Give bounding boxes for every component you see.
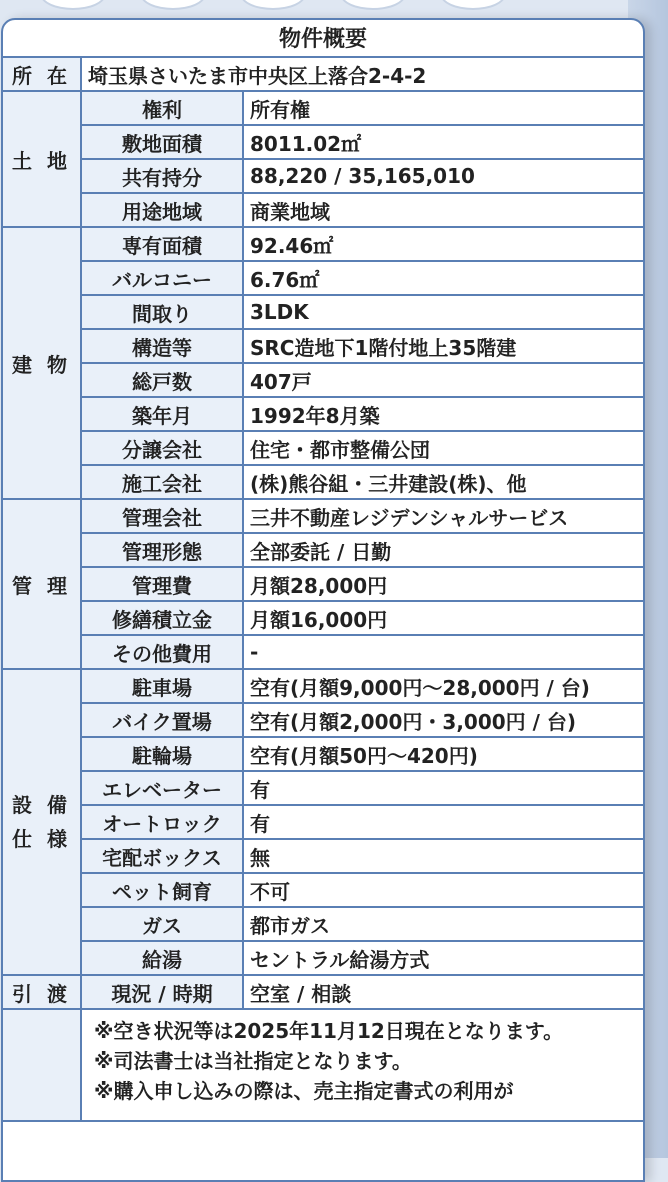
row-label: 宅配ボックス: [81, 839, 243, 873]
row-label: 修繕積立金: [81, 601, 243, 635]
facilities-category: [3, 669, 81, 975]
table-row: [3, 907, 643, 941]
location-value: 埼玉県さいたま市中央区上落合2-4-2: [81, 58, 643, 91]
decorative-circle: [340, 0, 406, 10]
row-label: エレベーター: [81, 771, 243, 805]
table-row: [3, 635, 643, 669]
note-line: ※司法書士は当社指定となります。: [94, 1049, 412, 1073]
row-value: (株)熊谷組・三井建設(株)、他: [243, 465, 643, 499]
row-label: 専有面積: [81, 227, 243, 261]
decorative-circle: [240, 0, 306, 10]
row-label: 給湯: [81, 941, 243, 975]
facilities-category-line1: 設 備: [12, 793, 71, 817]
table-row: [3, 975, 643, 1009]
table-row: [3, 465, 643, 499]
table-row: [3, 669, 643, 703]
note-line: ※購入申し込みの際は、売主指定書式の利用が: [94, 1079, 514, 1103]
building-category: 建 物: [3, 227, 81, 499]
table-row: [3, 329, 643, 363]
row-value: 空有(月額2,000円・3,000円 / 台): [243, 703, 643, 737]
note-line: ※空き状況等は2025年11月12日現在となります。: [94, 1019, 564, 1043]
row-label: 駐輪場: [81, 737, 243, 771]
row-label: 築年月: [81, 397, 243, 431]
table-row: [3, 58, 643, 91]
row-label: オートロック: [81, 805, 243, 839]
row-value: 空有(月額9,000円〜28,000円 / 台): [243, 669, 643, 703]
table-row: [3, 771, 643, 805]
row-label: バイク置場: [81, 703, 243, 737]
row-value: 無: [243, 839, 643, 873]
table-row: [3, 873, 643, 907]
table-row: [3, 703, 643, 737]
row-value: 空室 / 相談: [243, 975, 643, 1009]
row-label: 管理費: [81, 567, 243, 601]
table-row: [3, 397, 643, 431]
row-label: 現況 / 時期: [81, 975, 243, 1009]
table-row: [3, 567, 643, 601]
row-value: 三井不動産レジデンシャルサービス: [243, 499, 643, 533]
row-value: -: [243, 635, 643, 669]
row-label: 管理会社: [81, 499, 243, 533]
row-label: 共有持分: [81, 159, 243, 193]
row-value: 全部委託 / 日勤: [243, 533, 643, 567]
notes-category: [3, 1009, 81, 1121]
land-category: 土 地: [3, 91, 81, 227]
row-label: ガス: [81, 907, 243, 941]
row-label: 敷地面積: [81, 125, 243, 159]
row-value: 不可: [243, 873, 643, 907]
row-label: 分譲会社: [81, 431, 243, 465]
row-value: 住宅・都市整備公団: [243, 431, 643, 465]
row-label: その他費用: [81, 635, 243, 669]
table-row: [3, 193, 643, 227]
row-label: 駐車場: [81, 669, 243, 703]
table-row: [3, 261, 643, 295]
row-label: 用途地域: [81, 193, 243, 227]
table-row: [3, 805, 643, 839]
row-value: 6.76㎡: [243, 261, 643, 295]
table-row: [3, 839, 643, 873]
table-row: [3, 431, 643, 465]
row-value: 都市ガス: [243, 907, 643, 941]
row-value: 有: [243, 771, 643, 805]
row-label: ペット飼育: [81, 873, 243, 907]
table-row: [3, 227, 643, 261]
property-summary-card: [1, 18, 645, 1182]
row-value: 空有(月額50円〜420円): [243, 737, 643, 771]
row-value: 商業地域: [243, 193, 643, 227]
row-value: 8011.02㎡: [243, 125, 643, 159]
page-title: 物件概要: [3, 20, 643, 58]
row-value: 月額28,000円: [243, 567, 643, 601]
decorative-circle: [440, 0, 506, 10]
table-row: [3, 601, 643, 635]
management-category: 管 理: [3, 499, 81, 669]
notes-row: [3, 1009, 643, 1121]
row-label: 間取り: [81, 295, 243, 329]
row-value: 407戸: [243, 363, 643, 397]
row-value: 92.46㎡: [243, 227, 643, 261]
table-row: [3, 295, 643, 329]
row-value: 所有権: [243, 91, 643, 125]
row-value: 88,220 / 35,165,010: [243, 159, 643, 193]
decorative-circle: [140, 0, 206, 10]
table-row: [3, 91, 643, 125]
table-row: [3, 363, 643, 397]
table-row: [3, 533, 643, 567]
property-table: [3, 58, 643, 1122]
row-value: セントラル給湯方式: [243, 941, 643, 975]
row-label: バルコニー: [81, 261, 243, 295]
notes-cell: [81, 1009, 643, 1121]
row-label: 構造等: [81, 329, 243, 363]
row-value: 月額16,000円: [243, 601, 643, 635]
decorative-circle: [40, 0, 106, 10]
row-value: 1992年8月築: [243, 397, 643, 431]
row-label: 管理形態: [81, 533, 243, 567]
location-label: 所 在: [3, 58, 81, 91]
row-label: 権利: [81, 91, 243, 125]
row-value: 有: [243, 805, 643, 839]
table-row: [3, 125, 643, 159]
row-value: SRC造地下1階付地上35階建: [243, 329, 643, 363]
row-label: 施工会社: [81, 465, 243, 499]
row-label: 総戸数: [81, 363, 243, 397]
table-row: [3, 159, 643, 193]
row-value: 3LDK: [243, 295, 643, 329]
table-row: [3, 737, 643, 771]
handover-category: 引 渡: [3, 975, 81, 1009]
table-row: [3, 499, 643, 533]
facilities-category-line2: 仕 様: [12, 827, 71, 851]
table-row: [3, 941, 643, 975]
